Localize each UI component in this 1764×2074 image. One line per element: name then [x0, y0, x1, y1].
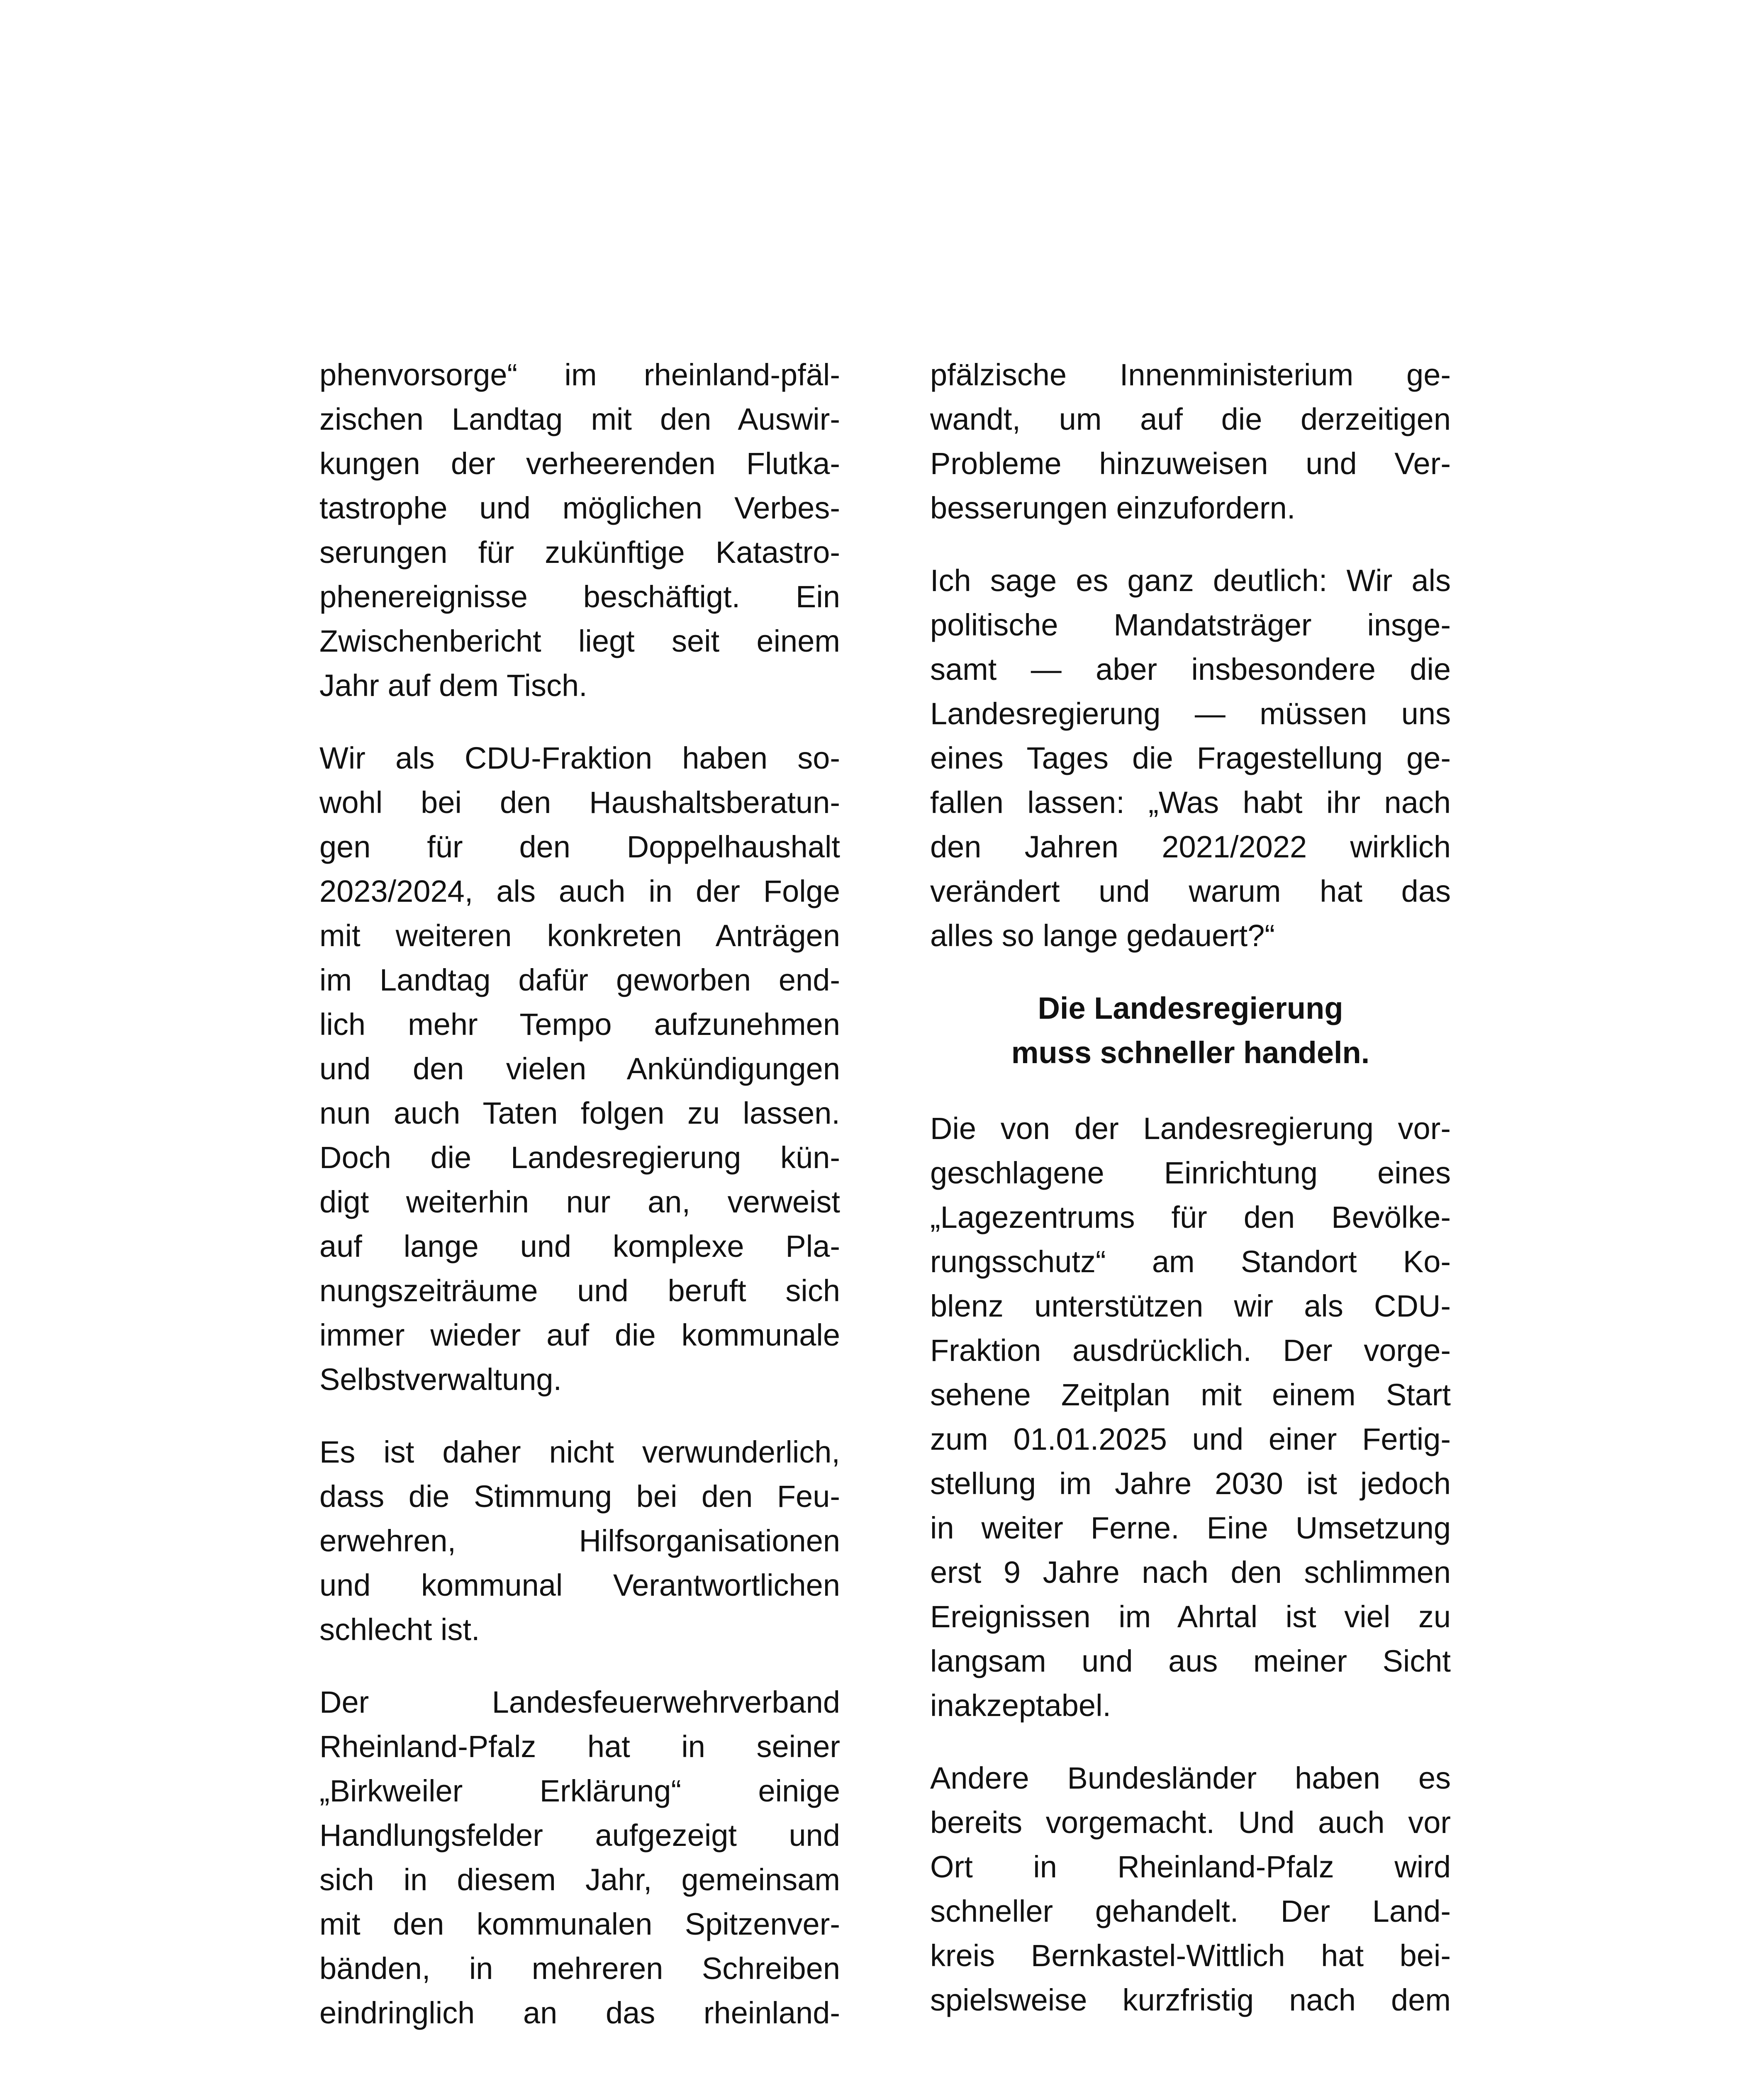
text-line: den Jahren 2021/2022 wirklich: [930, 830, 1451, 864]
text-line: spielsweise kurzfristig nach dem: [930, 1983, 1451, 2017]
text-line: besserungen einzufordern.: [930, 491, 1296, 525]
text-line: 2023/2024, als auch in der Folge: [319, 874, 840, 908]
text-line: in weiter Ferne. Eine Umsetzung: [930, 1511, 1451, 1545]
text-line: serungen für zukünftige Katastro-: [319, 535, 840, 570]
text-line: wandt, um auf die derzeitigen: [930, 402, 1451, 436]
text-line: Landesregierung — müssen uns: [930, 696, 1451, 731]
text-line: geschlagene Einrichtung eines: [930, 1156, 1451, 1190]
text-line: lich mehr Tempo aufzunehmen: [319, 1007, 840, 1042]
text-line: und den vielen Ankündigungen: [319, 1052, 840, 1086]
text-line: „Birkweiler Erklärung“ einige: [319, 1774, 840, 1808]
text-line: im Landtag dafür geworben end-: [319, 963, 840, 997]
paragraph: [930, 1106, 1451, 1728]
paragraph: [930, 558, 1451, 958]
section-heading: [930, 986, 1451, 1075]
text-line: auf lange und komplexe Pla-: [319, 1229, 840, 1263]
text-line: schlecht ist.: [319, 1612, 480, 1647]
text-line: Zwischenbericht liegt seit einem: [319, 624, 840, 658]
text-line: eines Tages die Fragestellung ge-: [930, 741, 1451, 775]
text-line: Jahr auf dem Tisch.: [319, 668, 587, 703]
text-line: eindringlich an das rheinland-: [319, 1996, 840, 2030]
text-line: Selbstverwaltung.: [319, 1362, 562, 1397]
text-line: Ort in Rheinland-Pfalz wird: [930, 1850, 1451, 1884]
text-line: phenereignisse beschäftigt. Ein: [319, 579, 840, 614]
text-line: pfälzische Innenministerium ge-: [930, 358, 1451, 392]
text-line: bereits vorgemacht. Und auch vor: [930, 1805, 1451, 1840]
text-line: Es ist daher nicht verwunderlich,: [319, 1435, 840, 1469]
text-line: Fraktion ausdrücklich. Der vorge-: [930, 1333, 1451, 1368]
text-line: Doch die Landesregierung kün-: [319, 1140, 840, 1175]
text-line: bänden, in mehreren Schreiben: [319, 1951, 840, 1986]
text-line: inakzeptabel.: [930, 1688, 1111, 1723]
left-column: [319, 353, 840, 2035]
heading-line: muss schneller handeln.: [1011, 1035, 1370, 1070]
text-line: rungsschutz“ am Standort Ko-: [930, 1244, 1451, 1279]
text-line: Rheinland-Pfalz hat in seiner: [319, 1729, 840, 1764]
text-line: samt — aber insbesondere die: [930, 652, 1451, 686]
text-line: erst 9 Jahre nach den schlimmen: [930, 1555, 1451, 1590]
text-line: stellung im Jahre 2030 ist jedoch: [930, 1466, 1451, 1501]
text-line: mit den kommunalen Spitzenver-: [319, 1907, 840, 1941]
paragraph: [319, 1430, 840, 1652]
text-line: immer wieder auf die kommunale: [319, 1318, 840, 1352]
right-column: [930, 353, 1451, 2022]
text-line: sich in diesem Jahr, gemeinsam: [319, 1862, 840, 1897]
text-line: Ereignissen im Ahrtal ist viel zu: [930, 1599, 1451, 1634]
text-line: nun auch Taten folgen zu lassen.: [319, 1096, 840, 1130]
text-line: dass die Stimmung bei den Feu-: [319, 1479, 840, 1514]
paragraph: [319, 1680, 840, 2035]
text-line: tastrophe und möglichen Verbes-: [319, 491, 840, 525]
text-line: verändert und warum hat das: [930, 874, 1451, 908]
text-line: schneller gehandelt. Der Land-: [930, 1894, 1451, 1928]
text-line: gen für den Doppelhaushalt: [319, 830, 840, 864]
text-line: blenz unterstützen wir als CDU-: [930, 1289, 1451, 1323]
text-line: kungen der verheerenden Flutka-: [319, 446, 840, 481]
text-line: Handlungsfelder aufgezeigt und: [319, 1818, 840, 1852]
text-line: digt weiterhin nur an, verweist: [319, 1185, 840, 1219]
text-line: und kommunal Verantwortlichen: [319, 1568, 840, 1602]
text-line: langsam und aus meiner Sicht: [930, 1644, 1451, 1678]
text-line: fallen lassen: „Was habt ihr nach: [930, 785, 1451, 820]
text-line: Probleme hinzuweisen und Ver-: [930, 446, 1451, 481]
paragraph: [930, 353, 1451, 530]
text-line: „Lagezentrums für den Bevölke-: [930, 1200, 1451, 1234]
text-line: Wir als CDU-Fraktion haben so-: [319, 741, 840, 775]
text-line: Der Landesfeuerwehrverband: [319, 1685, 840, 1719]
text-line: mit weiteren konkreten Anträgen: [319, 918, 840, 953]
paragraph: [930, 1756, 1451, 2022]
text-line: Ich sage es ganz deutlich: Wir als: [930, 563, 1451, 598]
text-line: phenvorsorge“ im rheinland-pfäl-: [319, 358, 840, 392]
text-line: wohl bei den Haushaltsberatun-: [319, 785, 840, 820]
text-line: erwehren, Hilfsorganisationen: [319, 1524, 840, 1558]
heading-line: Die Landesregierung: [1038, 991, 1343, 1025]
text-line: sehene Zeitplan mit einem Start: [930, 1378, 1451, 1412]
text-line: alles so lange gedauert?“: [930, 918, 1275, 953]
text-line: Die von der Landesregierung vor-: [930, 1111, 1451, 1146]
text-line: nungszeiträume und beruft sich: [319, 1273, 840, 1308]
paragraph: [319, 736, 840, 1402]
text-line: zischen Landtag mit den Auswir-: [319, 402, 840, 436]
text-line: kreis Bernkastel-Wittlich hat bei-: [930, 1938, 1451, 1973]
text-line: zum 01.01.2025 und einer Fertig-: [930, 1422, 1451, 1456]
text-line: Andere Bundesländer haben es: [930, 1761, 1451, 1795]
paragraph: [319, 353, 840, 708]
text-line: politische Mandatsträger insge-: [930, 608, 1451, 642]
